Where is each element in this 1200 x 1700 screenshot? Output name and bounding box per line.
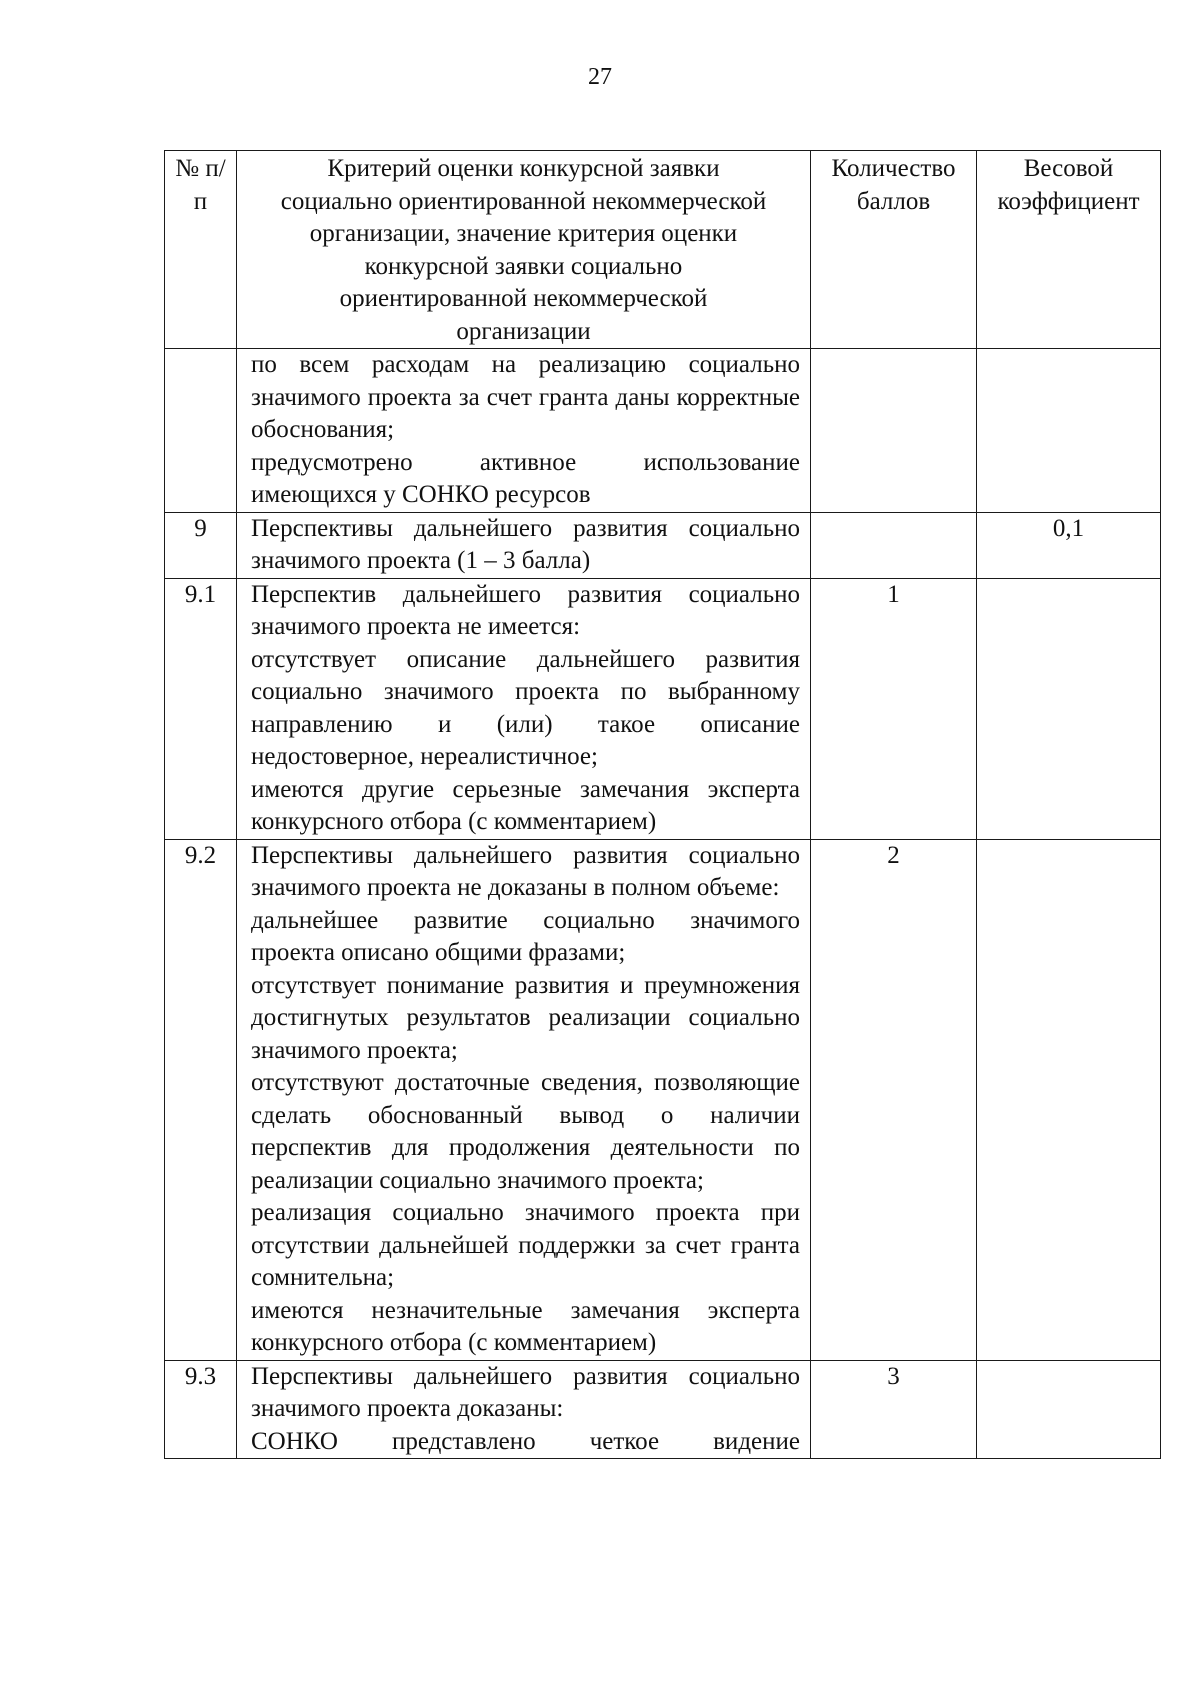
description-paragraph: отсутствуют достаточные сведения, позволяющие сделать обоснованный вывод о наличии перспектив для продолжения деятельности по реализации социально значимого проекта; <box>251 1069 800 1194</box>
row-number: 9.1 <box>165 578 237 839</box>
description-paragraph: СОНКО представлено четкое видение <box>251 1427 800 1455</box>
header-criterion: Критерий оценки конкурсной заявки социально ориентированной некоммерческой организации, значение критерия оценки конкурсной заявки социально ориентированной некоммерческой организации <box>237 151 811 349</box>
page-number: 27 <box>588 64 612 90</box>
row-score <box>811 512 977 578</box>
criteria-table <box>164 150 1161 1459</box>
description-paragraph: по всем расходам на реализацию социально значимого проекта за счет гранта даны корректные обоснования; <box>251 351 800 443</box>
row-weight: 0,1 <box>977 512 1161 578</box>
description-paragraph: отсутствует понимание развития и преумножения достигнутых результатов реализации социально значимого проекта; <box>251 971 800 1064</box>
row-description <box>237 349 811 513</box>
description-paragraph: Перспективы дальнейшего развития социально значимого проекта не доказаны в полном объеме: <box>251 841 800 901</box>
row-description <box>237 578 811 839</box>
row-description <box>237 839 811 1360</box>
description-paragraph: отсутствует описание дальнейшего развития социально значимого проекта по выбранному направлению и (или) такое описание недостоверное, нереалистичное; <box>251 645 800 770</box>
row-number <box>165 349 237 513</box>
row-weight <box>977 839 1161 1360</box>
row-number: 9.2 <box>165 839 237 1360</box>
description-paragraph: Перспективы дальнейшего развития социально значимого проекта (1 – 3 балла) <box>251 514 800 574</box>
description-paragraph: имеются незначительные замечания эксперта конкурсного отбора (с комментарием) <box>251 1296 800 1356</box>
description-paragraph: Перспективы дальнейшего развития социально значимого проекта доказаны: <box>251 1362 800 1422</box>
row-number: 9.3 <box>165 1360 237 1459</box>
table-row <box>165 578 1161 839</box>
table-row <box>165 512 1161 578</box>
row-weight <box>977 578 1161 839</box>
header-points: Количество баллов <box>811 151 977 349</box>
table-row <box>165 1360 1161 1459</box>
row-description <box>237 1360 811 1459</box>
row-score: 3 <box>811 1360 977 1459</box>
description-paragraph: предусмотрено активное использование имеющихся у СОНКО ресурсов <box>251 448 800 508</box>
header-weight: Весовой коэффициент <box>977 151 1161 349</box>
header-number: № п/п <box>165 151 237 349</box>
row-number: 9 <box>165 512 237 578</box>
description-paragraph: дальнейшее развитие социально значимого проекта описано общими фразами; <box>251 906 800 966</box>
table-row <box>165 839 1161 1360</box>
row-score: 1 <box>811 578 977 839</box>
table-header-row <box>165 151 1161 349</box>
description-paragraph: Перспектив дальнейшего развития социально значимого проекта не имеется: <box>251 580 800 640</box>
description-paragraph: реализация социально значимого проекта при отсутствии дальнейшей поддержки за счет гранта сомнительна; <box>251 1199 800 1291</box>
row-weight <box>977 349 1161 513</box>
row-score <box>811 349 977 513</box>
row-description <box>237 512 811 578</box>
row-weight <box>977 1360 1161 1459</box>
row-score: 2 <box>811 839 977 1360</box>
description-paragraph: имеются другие серьезные замечания эксперта конкурсного отбора (с комментарием) <box>251 775 800 835</box>
table-row <box>165 349 1161 513</box>
